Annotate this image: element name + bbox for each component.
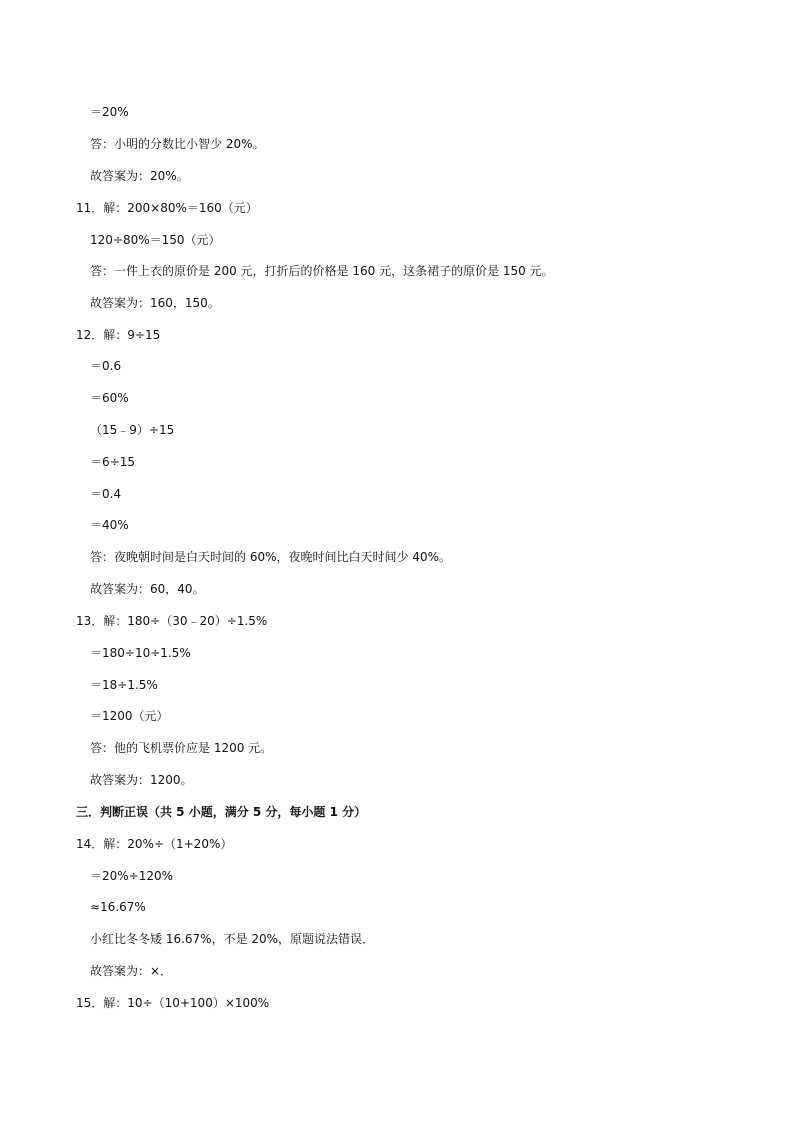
text-line: ≈16.67% [90,900,146,914]
text-line: ＝6÷15 [90,455,135,469]
explanation-line: 小红比冬冬矮 16.67%，不是 20%，原题说法错误． [90,932,375,946]
problem-12-start: 12．解：9÷15 [76,328,161,342]
answer-line: 答：他的飞机票价应是 1200 元。 [90,741,273,755]
answer-line: 答：小明的分数比小智少 20%。 [90,137,265,151]
final-answer-line: 故答案为：×． [90,964,173,978]
text-line: 120÷80%＝150（元） [90,233,221,247]
text-line: ＝20% [90,105,129,119]
text-line: ＝0.6 [90,359,122,373]
answer-line: 答：一件上衣的原价是 200 元，打折后的价格是 160 元，这条裙子的原价是 150 元。 [90,264,554,278]
text-line: （15﹣9）÷15 [90,423,175,437]
problem-15-start: 15．解：10÷（10+100）×100% [76,996,270,1010]
final-answer-line: 故答案为：160，150。 [90,296,220,310]
problem-11-start: 11．解：200×80%＝160（元） [76,201,258,215]
text-line: ＝0.4 [90,487,122,501]
final-answer-line: 故答案为：1200。 [90,773,193,787]
text-line: ＝60% [90,391,129,405]
text-line: ＝20%÷120% [90,869,174,883]
text-line: ＝180÷10÷1.5% [90,646,191,660]
section-heading: 三．判断正误（共 5 小题，满分 5 分，每小题 1 分） [76,805,367,819]
text-line: ＝40% [90,518,129,532]
problem-13-start: 13．解：180÷（30﹣20）÷1.5% [76,614,268,628]
final-answer-line: 故答案为：20%。 [90,169,189,183]
text-line: ＝18÷1.5% [90,678,158,692]
problem-14-start: 14．解：20%÷（1+20%） [76,837,233,851]
text-line: ＝1200（元） [90,709,169,723]
answer-line: 答：夜晚朝时间是白天时间的 60%，夜晚时间比白天时间少 40%。 [90,550,451,564]
final-answer-line: 故答案为：60，40。 [90,582,205,596]
